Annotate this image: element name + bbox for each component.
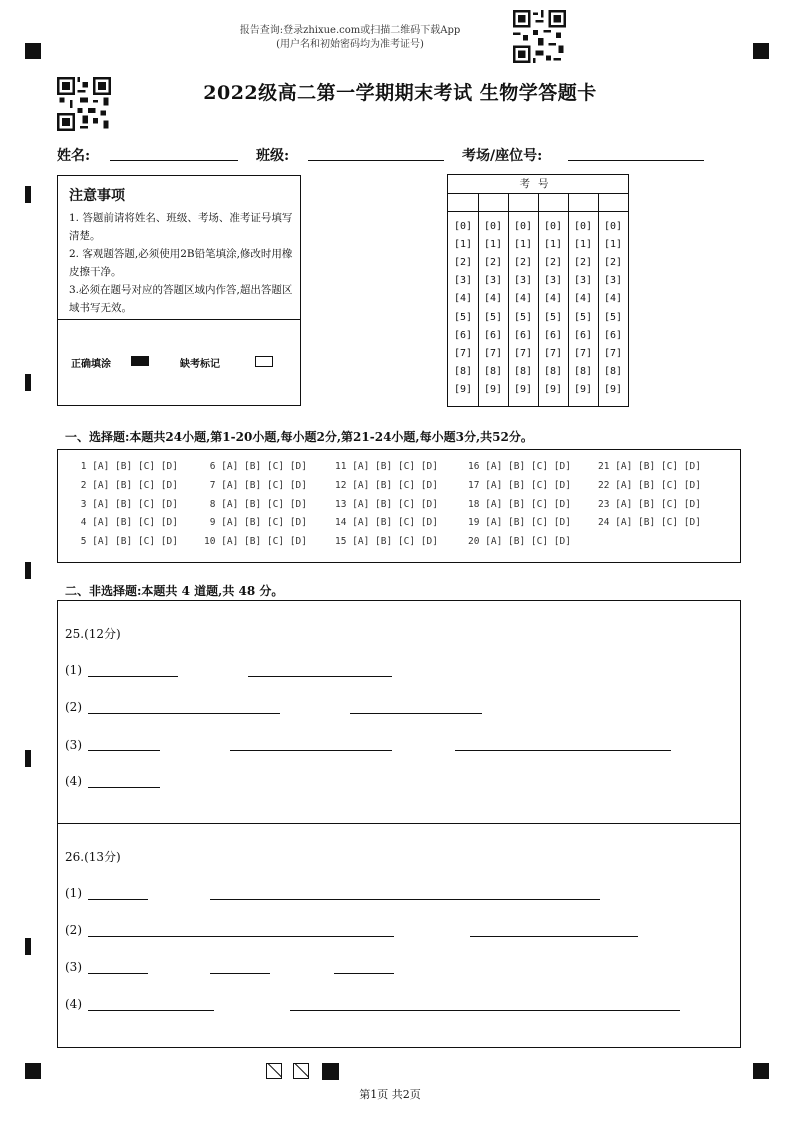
exam-number-bubble[interactable]: [2] [453, 257, 473, 269]
room-seat-field[interactable] [568, 160, 704, 161]
registration-mark-bottom-left [25, 1063, 41, 1079]
mc-question-number: 14 [335, 517, 353, 529]
page-mark-slashed-1 [266, 1063, 282, 1079]
exam-number-bubble[interactable]: [9] [603, 383, 623, 395]
q26-sub-3: (3) [65, 960, 82, 974]
section-1-title: 一、选择题:本题共24小题,第1-20小题,每小题2分,第21-24小题,每小题3分,共52分。 [65, 430, 533, 444]
qr-code-app-download [513, 10, 566, 63]
timing-mark [25, 374, 31, 391]
exam-number-column [478, 194, 509, 406]
exam-number-column [538, 194, 569, 406]
exam-number-bubble[interactable]: [6] [483, 329, 503, 341]
mc-question[interactable] [335, 480, 438, 491]
mc-question-number: 3 [75, 498, 93, 510]
mc-question-number: 17 [468, 479, 486, 491]
exam-number-bubble[interactable]: [3] [513, 275, 533, 287]
exam-number-bubble[interactable]: [9] [543, 383, 563, 395]
mc-options[interactable]: [A] [B] [C] [D] [615, 517, 701, 529]
exam-number-bubble[interactable]: [1] [543, 239, 563, 251]
exam-number-bubble[interactable]: [0] [573, 221, 593, 232]
section-2-title: 二、非选择题:本题共 4 道题,共 48 分。 [65, 584, 284, 598]
mc-question-number: 12 [335, 479, 353, 491]
q25-1-blank-b[interactable] [248, 676, 392, 677]
mc-question[interactable] [204, 461, 307, 472]
exam-number-bubble[interactable]: [9] [453, 383, 473, 395]
exam-number-bubble[interactable]: [6] [543, 329, 563, 341]
absent-mark-checkbox[interactable] [255, 356, 273, 367]
exam-number-header: 考号 [448, 175, 628, 194]
exam-number-bubble[interactable]: [2] [573, 257, 593, 269]
class-field[interactable] [308, 160, 444, 161]
mc-options[interactable]: [A] [B] [C] [D] [485, 461, 571, 472]
mc-options[interactable]: [A] [B] [C] [D] [352, 461, 438, 472]
mc-question-number: 16 [468, 461, 486, 472]
mc-options[interactable]: [A] [B] [C] [D] [92, 498, 178, 510]
q26-sub-4: (4) [65, 997, 82, 1011]
timing-mark [25, 186, 31, 203]
mc-question-number: 10 [204, 536, 222, 548]
exam-number-write-cell[interactable] [568, 194, 598, 212]
mc-options[interactable]: [A] [B] [C] [D] [485, 498, 571, 510]
report-query-hint [200, 24, 500, 52]
mc-question[interactable] [468, 499, 571, 510]
exam-number-bubble[interactable]: [5] [543, 311, 563, 323]
mc-options[interactable]: [A] [B] [C] [D] [92, 517, 178, 529]
exam-number-bubble[interactable]: [5] [513, 311, 533, 323]
mc-options[interactable]: [A] [B] [C] [D] [615, 498, 701, 510]
exam-number-bubble[interactable]: [1] [483, 239, 503, 251]
mc-question-number: 22 [598, 479, 616, 491]
q26-sub-1: (1) [65, 886, 82, 900]
q26-3-blank-b[interactable] [210, 973, 270, 974]
q26-sub-2: (2) [65, 923, 82, 937]
exam-number-bubble[interactable]: [8] [483, 365, 503, 377]
q26-3-blank-c[interactable] [334, 973, 394, 974]
mc-options[interactable]: [A] [B] [C] [D] [92, 536, 178, 548]
mc-question[interactable] [335, 517, 438, 528]
mc-options[interactable]: [A] [B] [C] [D] [221, 517, 307, 529]
exam-number-bubble[interactable]: [1] [453, 239, 473, 251]
exam-number-bubble[interactable]: [4] [573, 293, 593, 305]
notes-text: 1. 答题前请将姓名、班级、考场、准考证号填写清楚。 2. 客观题答题,必须使用2B铅笔填涂,修改时用橡皮擦干净。 3.必须在题号对应的答题区域内作答,超出答题区域书写无效。 [69, 212, 293, 314]
mc-question-number: 21 [598, 461, 616, 472]
mc-options[interactable]: [A] [B] [C] [D] [485, 536, 571, 548]
exam-number-column [508, 194, 539, 406]
class-label: 班级: [256, 148, 290, 164]
mc-question-number: 13 [335, 498, 353, 510]
mc-question-number: 20 [468, 536, 486, 548]
mc-options[interactable]: [A] [B] [C] [D] [221, 479, 307, 491]
exam-number-bubble[interactable]: [6] [603, 329, 623, 341]
q25-2-blank-b[interactable] [350, 713, 482, 714]
exam-number-bubble[interactable]: [8] [543, 365, 563, 377]
exam-number-bubble[interactable]: [8] [573, 365, 593, 377]
exam-number-bubble[interactable]: [7] [483, 347, 503, 359]
exam-number-grid [447, 174, 629, 407]
exam-number-bubble[interactable]: [2] [513, 257, 533, 269]
exam-number-bubble[interactable]: [4] [543, 293, 563, 305]
hint-line-2: (用户名和初始密码均为准考证号) [276, 39, 424, 50]
exam-number-bubble[interactable]: [6] [573, 329, 593, 341]
mc-options[interactable]: [A] [B] [C] [D] [92, 479, 178, 491]
mc-options[interactable]: [A] [B] [C] [D] [485, 479, 571, 491]
absent-mark-label: 缺考标记 [180, 359, 220, 370]
exam-number-bubble[interactable]: [5] [483, 311, 503, 323]
exam-number-bubble[interactable]: [8] [603, 365, 623, 377]
exam-number-write-cell[interactable] [598, 194, 628, 212]
exam-number-bubble[interactable]: [1] [573, 239, 593, 251]
exam-number-bubble[interactable]: [4] [483, 293, 503, 305]
qr-code-student [57, 77, 111, 131]
exam-number-bubble[interactable]: [9] [573, 383, 593, 395]
mc-question[interactable] [204, 499, 307, 510]
mc-question[interactable] [75, 461, 178, 472]
q25-4-blank-a[interactable] [88, 787, 160, 788]
page-mark-slashed-2 [293, 1063, 309, 1079]
q26-4-blank-a[interactable] [88, 1010, 214, 1011]
exam-number-bubble[interactable]: [5] [603, 311, 623, 323]
exam-number-bubble[interactable]: [3] [483, 275, 503, 287]
exam-number-bubble[interactable]: [7] [543, 347, 563, 359]
name-label: 姓名: [57, 148, 91, 164]
mc-question-number: 23 [598, 498, 616, 510]
page-title: 2022级高二第一学期期末考试 生物学答题卡 [203, 82, 597, 104]
exam-number-bubble[interactable]: [7] [513, 347, 533, 359]
mc-options[interactable]: [A] [B] [C] [D] [485, 517, 571, 529]
exam-number-bubble[interactable]: [2] [603, 257, 623, 269]
q25-3-blank-b[interactable] [230, 750, 392, 751]
mc-question[interactable] [598, 517, 701, 528]
mc-question[interactable] [335, 461, 438, 472]
mc-options[interactable]: [A] [B] [C] [D] [352, 517, 438, 529]
registration-mark-top-left [25, 43, 41, 59]
exam-number-column [448, 194, 479, 406]
q25-sub-1: (1) [65, 663, 82, 677]
mc-question[interactable] [598, 461, 701, 472]
registration-mark-bottom-right [753, 1063, 769, 1079]
exam-number-bubble[interactable]: [5] [453, 311, 473, 323]
mc-question-number: 11 [335, 461, 353, 472]
q25-3-blank-a[interactable] [88, 750, 160, 751]
mc-question[interactable] [468, 480, 571, 491]
mc-options[interactable]: [A] [B] [C] [D] [352, 498, 438, 510]
mc-options[interactable]: [A] [B] [C] [D] [615, 479, 701, 491]
mc-options[interactable]: [A] [B] [C] [D] [221, 536, 307, 548]
exam-number-bubble[interactable]: [6] [513, 329, 533, 341]
mc-question[interactable] [468, 536, 571, 547]
mc-question-number: 1 [75, 461, 93, 472]
exam-number-bubble[interactable]: [2] [483, 257, 503, 269]
mc-question[interactable] [75, 536, 178, 547]
q26-2-blank-b[interactable] [470, 936, 638, 937]
q26-3-blank-a[interactable] [88, 973, 148, 974]
exam-number-bubble[interactable]: [8] [453, 365, 473, 377]
exam-number-bubble[interactable]: [4] [453, 293, 473, 305]
mc-question-number: 4 [75, 517, 93, 529]
mc-question-number: 19 [468, 517, 486, 529]
q25-sub-2: (2) [65, 700, 82, 714]
exam-number-bubble[interactable]: [3] [543, 275, 563, 287]
mc-options[interactable]: [A] [B] [C] [D] [92, 461, 178, 472]
mc-question-number: 5 [75, 536, 93, 548]
question-25-header: 25.(12分) [65, 627, 121, 641]
mc-question-number: 2 [75, 479, 93, 491]
exam-number-write-cell[interactable] [448, 194, 478, 212]
exam-number-column [598, 194, 628, 406]
notes-heading: 注意事项 [69, 188, 125, 204]
mc-question[interactable] [75, 499, 178, 510]
exam-number-bubble[interactable]: [0] [543, 221, 563, 232]
exam-number-bubble[interactable]: [5] [573, 311, 593, 323]
q26-2-blank-a[interactable] [88, 936, 394, 937]
q25-1-blank-a[interactable] [88, 676, 178, 677]
q26-4-blank-b[interactable] [290, 1010, 680, 1011]
q25-3-blank-c[interactable] [455, 750, 671, 751]
exam-number-write-cell[interactable] [478, 194, 508, 212]
page-mark-filled [322, 1063, 339, 1080]
registration-mark-top-right [753, 43, 769, 59]
q25-2-blank-a[interactable] [88, 713, 280, 714]
mc-options[interactable]: [A] [B] [C] [D] [615, 461, 701, 472]
exam-number-bubble[interactable]: [7] [453, 347, 473, 359]
exam-number-bubble[interactable]: [7] [573, 347, 593, 359]
multiple-choice-box [57, 449, 741, 563]
exam-number-bubble[interactable]: [3] [603, 275, 623, 287]
exam-number-bubble[interactable]: [0] [513, 221, 533, 232]
q25-sub-3: (3) [65, 738, 82, 752]
mc-question-number: 7 [204, 479, 222, 491]
exam-number-bubble[interactable]: [0] [483, 221, 503, 232]
mc-options[interactable]: [A] [B] [C] [D] [352, 536, 438, 548]
exam-number-bubble[interactable]: [0] [603, 221, 623, 232]
mc-question-number: 9 [204, 517, 222, 529]
exam-number-bubble[interactable]: [1] [603, 239, 623, 251]
correct-fill-label: 正确填涂 [71, 359, 111, 370]
question-26-header: 26.(13分) [65, 850, 121, 864]
exam-number-bubble[interactable]: [9] [483, 383, 503, 395]
q25-sub-4: (4) [65, 774, 82, 788]
mc-question[interactable] [335, 536, 438, 547]
mc-options[interactable]: [A] [B] [C] [D] [221, 498, 307, 510]
q26-1-blank-b[interactable] [210, 899, 600, 900]
q26-1-blank-a[interactable] [88, 899, 148, 900]
mc-question-number: 6 [204, 461, 222, 472]
answer-area-divider [58, 823, 740, 824]
mc-question[interactable] [75, 517, 178, 528]
room-seat-label: 考场/座位号: [462, 148, 543, 164]
exam-number-bubble[interactable]: [4] [513, 293, 533, 305]
name-field[interactable] [110, 160, 238, 161]
mc-question[interactable] [204, 517, 307, 528]
exam-number-bubble[interactable]: [7] [603, 347, 623, 359]
mc-question[interactable] [598, 480, 701, 491]
mc-question[interactable] [468, 461, 571, 472]
exam-number-bubble[interactable]: [4] [603, 293, 623, 305]
correct-fill-example [131, 356, 149, 366]
exam-number-bubble[interactable]: [8] [513, 365, 533, 377]
exam-number-bubble[interactable]: [2] [543, 257, 563, 269]
exam-number-column [568, 194, 599, 406]
mc-question-number: 15 [335, 536, 353, 548]
answer-area-box [57, 600, 741, 1048]
exam-number-bubble[interactable]: [3] [573, 275, 593, 287]
hint-line-1: 报告查询:登录zhixue.com或扫描二维码下载App [239, 25, 461, 36]
exam-number-bubble[interactable]: [1] [513, 239, 533, 251]
notes-box [57, 175, 301, 406]
mc-question[interactable] [598, 499, 701, 510]
mc-question-number: 18 [468, 498, 486, 510]
mc-question[interactable] [204, 480, 307, 491]
mc-options[interactable]: [A] [B] [C] [D] [352, 479, 438, 491]
exam-number-write-cell[interactable] [538, 194, 568, 212]
mc-question[interactable] [468, 517, 571, 528]
exam-number-bubble[interactable]: [0] [453, 221, 473, 232]
timing-mark [25, 562, 31, 579]
mc-question[interactable] [75, 480, 178, 491]
notes-divider [58, 319, 300, 320]
timing-mark [25, 938, 31, 955]
mc-question[interactable] [204, 536, 307, 547]
page-number: 第1页 共2页 [359, 1088, 421, 1101]
mc-question-number: 24 [598, 517, 616, 529]
timing-mark [25, 750, 31, 767]
exam-number-bubble[interactable]: [9] [513, 383, 533, 395]
exam-number-bubble[interactable]: [6] [453, 329, 473, 341]
mc-options[interactable]: [A] [B] [C] [D] [221, 461, 307, 472]
mc-question[interactable] [335, 499, 438, 510]
exam-number-bubble[interactable]: [3] [453, 275, 473, 287]
exam-number-write-cell[interactable] [508, 194, 538, 212]
mc-question-number: 8 [204, 498, 222, 510]
